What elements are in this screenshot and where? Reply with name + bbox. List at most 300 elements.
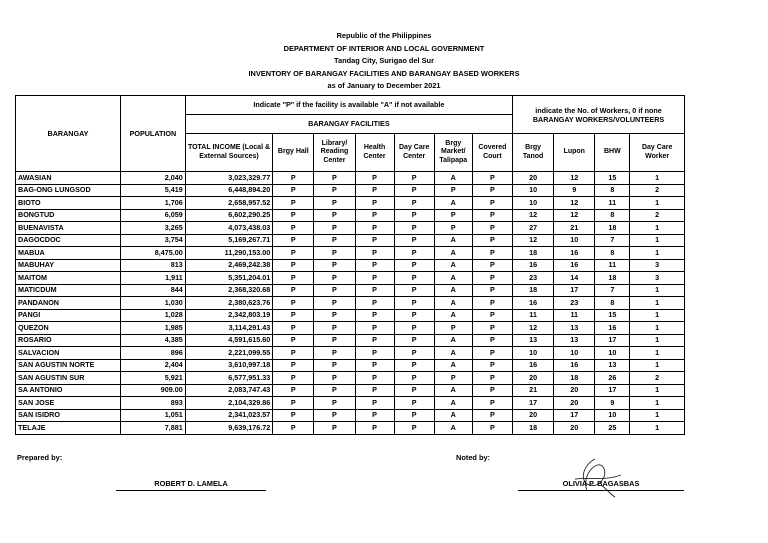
- table-cell: P: [314, 347, 355, 360]
- table-cell: 16: [554, 259, 595, 272]
- table-cell: 26: [595, 372, 630, 385]
- table-cell: A: [434, 359, 472, 372]
- table-cell: P: [434, 322, 472, 335]
- table-cell: P: [434, 372, 472, 385]
- table-cell: 20: [554, 397, 595, 410]
- table-cell: 1: [630, 309, 685, 322]
- table-cell: P: [394, 259, 434, 272]
- table-cell: P: [394, 272, 434, 285]
- table-cell: 12: [513, 234, 554, 247]
- table-cell: 1: [630, 247, 685, 260]
- table-cell: P: [394, 409, 434, 422]
- table-cell: 10: [595, 347, 630, 360]
- table-cell: 8,475.00: [120, 247, 185, 260]
- table-cell: P: [273, 347, 314, 360]
- inventory-table: [15, 95, 685, 435]
- table-cell: P: [355, 347, 394, 360]
- table-cell: 10: [554, 234, 595, 247]
- table-row: [16, 334, 685, 347]
- table-cell: 5,419: [120, 184, 185, 197]
- sub-header-cell: Brgy Hall: [273, 134, 314, 172]
- table-cell: 1,051: [120, 409, 185, 422]
- table-cell: P: [394, 172, 434, 185]
- table-cell: 1: [630, 322, 685, 335]
- table-cell: P: [314, 372, 355, 385]
- table-row: [16, 422, 685, 435]
- table-cell: P: [355, 359, 394, 372]
- table-cell: P: [394, 209, 434, 222]
- table-cell: P: [472, 259, 512, 272]
- header-line-3: Tandag City, Surigao del Sur: [334, 56, 434, 66]
- table-cell: P: [472, 209, 512, 222]
- table-cell: P: [314, 397, 355, 410]
- table-cell: 1: [630, 234, 685, 247]
- table-cell: 2: [630, 184, 685, 197]
- table-cell: 8: [595, 297, 630, 310]
- header-population: POPULATION: [120, 96, 185, 172]
- table-cell: 10: [595, 409, 630, 422]
- table-cell: 2,040: [120, 172, 185, 185]
- table-cell: 8: [595, 209, 630, 222]
- table-cell: 1: [630, 172, 685, 185]
- table-cell: P: [314, 297, 355, 310]
- table-cell: 2,083,747.43: [185, 384, 272, 397]
- table-row: [16, 397, 685, 410]
- table-cell: A: [434, 272, 472, 285]
- table-cell: P: [355, 272, 394, 285]
- table-cell: 9: [595, 397, 630, 410]
- table-cell: 14: [554, 272, 595, 285]
- table-cell: 10: [513, 184, 554, 197]
- barangay-name-cell: QUEZON: [16, 322, 121, 335]
- table-cell: P: [394, 222, 434, 235]
- table-cell: 1,911: [120, 272, 185, 285]
- table-cell: P: [314, 184, 355, 197]
- table-cell: P: [314, 209, 355, 222]
- table-cell: P: [355, 247, 394, 260]
- table-row: [16, 359, 685, 372]
- table-cell: P: [355, 184, 394, 197]
- table-cell: P: [472, 197, 512, 210]
- table-cell: P: [394, 322, 434, 335]
- barangay-name-cell: AWASIAN: [16, 172, 121, 185]
- table-cell: 13: [554, 322, 595, 335]
- table-row: [16, 209, 685, 222]
- table-cell: 16: [513, 259, 554, 272]
- table-cell: 11: [595, 259, 630, 272]
- table-cell: 17: [513, 397, 554, 410]
- table-cell: P: [273, 172, 314, 185]
- table-cell: 1: [630, 384, 685, 397]
- document-header: [0, 30, 768, 93]
- table-cell: A: [434, 234, 472, 247]
- table-cell: P: [314, 247, 355, 260]
- table-cell: 2,341,023.57: [185, 409, 272, 422]
- table-cell: 18: [595, 272, 630, 285]
- table-cell: P: [394, 422, 434, 435]
- sub-header-cell: Covered Court: [472, 134, 512, 172]
- table-row: [16, 234, 685, 247]
- table-cell: P: [394, 334, 434, 347]
- sub-header-cell: Day Care Center: [394, 134, 434, 172]
- table-row: [16, 259, 685, 272]
- table-cell: 1,706: [120, 197, 185, 210]
- table-cell: 2,104,329.86: [185, 397, 272, 410]
- table-row: [16, 247, 685, 260]
- header-line-5: as of January to December 2021: [327, 81, 441, 91]
- table-cell: 3,754: [120, 234, 185, 247]
- table-cell: 9: [554, 184, 595, 197]
- sub-header-cell: Brgy Market/ Talipapa: [434, 134, 472, 172]
- table-cell: A: [434, 397, 472, 410]
- barangay-name-cell: BUENAVISTA: [16, 222, 121, 235]
- table-cell: 20: [513, 172, 554, 185]
- table-cell: 2: [630, 209, 685, 222]
- barangay-name-cell: PANGI: [16, 309, 121, 322]
- table-cell: 8: [595, 184, 630, 197]
- table-cell: 6,448,894.20: [185, 184, 272, 197]
- table-cell: A: [434, 284, 472, 297]
- table-cell: P: [273, 309, 314, 322]
- table-cell: P: [472, 322, 512, 335]
- table-cell: P: [472, 334, 512, 347]
- header-indicate-workers: indicate the No. of Workers, 0 if none BARANGAY WORKERS/VOLUNTEERS: [513, 96, 685, 134]
- table-cell: 5,351,204.01: [185, 272, 272, 285]
- table-cell: A: [434, 384, 472, 397]
- table-cell: 1,985: [120, 322, 185, 335]
- sub-header-cell: TOTAL INCOME (Local & External Sources): [185, 134, 272, 172]
- table-cell: P: [434, 184, 472, 197]
- table-cell: P: [472, 184, 512, 197]
- barangay-name-cell: TELAJE: [16, 422, 121, 435]
- table-row: [16, 172, 685, 185]
- barangay-name-cell: BONGTUD: [16, 209, 121, 222]
- table-cell: P: [273, 209, 314, 222]
- table-cell: P: [355, 284, 394, 297]
- table-cell: 13: [554, 334, 595, 347]
- table-cell: A: [434, 422, 472, 435]
- prepared-by-label: Prepared by:: [17, 453, 63, 462]
- table-row: [16, 297, 685, 310]
- barangay-name-cell: ROSARIO: [16, 334, 121, 347]
- table-cell: 10: [513, 197, 554, 210]
- table-cell: 10: [554, 347, 595, 360]
- table-cell: 13: [513, 334, 554, 347]
- table-cell: 7: [595, 234, 630, 247]
- barangay-name-cell: SALVACION: [16, 347, 121, 360]
- barangay-name-cell: MABUHAY: [16, 259, 121, 272]
- table-cell: P: [273, 222, 314, 235]
- sub-header-cell: Library/ Reading Center: [314, 134, 355, 172]
- barangay-name-cell: SA ANTONIO: [16, 384, 121, 397]
- table-cell: 7: [595, 284, 630, 297]
- table-cell: P: [314, 234, 355, 247]
- table-cell: 23: [513, 272, 554, 285]
- table-cell: P: [355, 197, 394, 210]
- table-row: [16, 384, 685, 397]
- table-cell: P: [355, 222, 394, 235]
- table-row: [16, 184, 685, 197]
- barangay-name-cell: MATICDUM: [16, 284, 121, 297]
- sub-header-cell: BHW: [595, 134, 630, 172]
- table-cell: P: [314, 322, 355, 335]
- table-cell: P: [394, 359, 434, 372]
- table-cell: 8: [595, 247, 630, 260]
- table-cell: 12: [513, 209, 554, 222]
- table-cell: 18: [595, 222, 630, 235]
- table-cell: P: [314, 259, 355, 272]
- table-cell: P: [472, 247, 512, 260]
- table-cell: 2,469,242.38: [185, 259, 272, 272]
- table-cell: P: [314, 284, 355, 297]
- table-cell: P: [355, 322, 394, 335]
- table-cell: 2,368,320.68: [185, 284, 272, 297]
- table-cell: 1: [630, 284, 685, 297]
- barangay-name-cell: SAN AGUSTIN NORTE: [16, 359, 121, 372]
- table-cell: 2,404: [120, 359, 185, 372]
- table-cell: 21: [554, 222, 595, 235]
- table-cell: 2: [630, 372, 685, 385]
- table-cell: P: [273, 234, 314, 247]
- table-cell: 896: [120, 347, 185, 360]
- table-cell: 9,639,176.72: [185, 422, 272, 435]
- table-cell: 17: [595, 334, 630, 347]
- table-cell: 12: [554, 209, 595, 222]
- table-cell: P: [355, 297, 394, 310]
- table-cell: 17: [595, 384, 630, 397]
- barangay-name-cell: BIOTO: [16, 197, 121, 210]
- table-cell: 15: [595, 172, 630, 185]
- table-cell: 6,059: [120, 209, 185, 222]
- table-cell: P: [394, 297, 434, 310]
- table-cell: P: [273, 384, 314, 397]
- table-cell: 12: [513, 322, 554, 335]
- table-cell: 25: [595, 422, 630, 435]
- table-cell: 21: [513, 384, 554, 397]
- table-cell: P: [394, 347, 434, 360]
- table-cell: 813: [120, 259, 185, 272]
- table-cell: P: [355, 372, 394, 385]
- table-cell: 12: [554, 172, 595, 185]
- table-cell: 11: [513, 309, 554, 322]
- table-cell: P: [273, 297, 314, 310]
- table-cell: 16: [513, 359, 554, 372]
- table-cell: P: [314, 422, 355, 435]
- table-cell: 4,073,438.03: [185, 222, 272, 235]
- table-cell: 3,023,329.77: [185, 172, 272, 185]
- table-cell: P: [273, 259, 314, 272]
- table-cell: P: [314, 222, 355, 235]
- signature-mark: [565, 455, 625, 499]
- sub-header-cell: Lupon: [554, 134, 595, 172]
- table-cell: 10: [513, 347, 554, 360]
- table-cell: P: [472, 172, 512, 185]
- table-cell: 1: [630, 297, 685, 310]
- barangay-name-cell: SAN JOSE: [16, 397, 121, 410]
- table-cell: P: [472, 309, 512, 322]
- header-line-1: Republic of the Philippines: [336, 31, 432, 40]
- table-cell: A: [434, 247, 472, 260]
- table-cell: P: [273, 397, 314, 410]
- table-cell: 16: [595, 322, 630, 335]
- table-cell: P: [314, 409, 355, 422]
- table-cell: 13: [595, 359, 630, 372]
- barangay-name-cell: SAN ISIDRO: [16, 409, 121, 422]
- table-cell: P: [355, 384, 394, 397]
- table-cell: P: [394, 284, 434, 297]
- table-cell: 2,380,623.76: [185, 297, 272, 310]
- table-row: [16, 347, 685, 360]
- table-cell: P: [314, 384, 355, 397]
- table-cell: P: [355, 422, 394, 435]
- header-line-4: INVENTORY OF BARANGAY FACILITIES AND BARANGAY BASED WORKERS: [248, 68, 520, 78]
- table-cell: P: [394, 397, 434, 410]
- table-row: [16, 284, 685, 297]
- table-cell: P: [472, 284, 512, 297]
- table-cell: P: [314, 172, 355, 185]
- barangay-name-cell: PANDANON: [16, 297, 121, 310]
- table-cell: P: [355, 409, 394, 422]
- table-cell: 3,265: [120, 222, 185, 235]
- table-cell: P: [394, 197, 434, 210]
- table-cell: P: [355, 209, 394, 222]
- table-cell: 3: [630, 259, 685, 272]
- table-cell: 3,610,997.18: [185, 359, 272, 372]
- table-cell: P: [472, 397, 512, 410]
- table-cell: 18: [513, 247, 554, 260]
- barangay-name-cell: SAN AGUSTIN SUR: [16, 372, 121, 385]
- table-row: [16, 372, 685, 385]
- table-cell: P: [273, 372, 314, 385]
- table-cell: 16: [513, 297, 554, 310]
- table-cell: 18: [513, 422, 554, 435]
- table-cell: 1: [630, 334, 685, 347]
- table-cell: 17: [554, 409, 595, 422]
- table-cell: 4,385: [120, 334, 185, 347]
- table-cell: P: [472, 347, 512, 360]
- table-cell: P: [273, 422, 314, 435]
- table-cell: 1: [630, 397, 685, 410]
- table-cell: P: [394, 309, 434, 322]
- sub-header-cell: Brgy Tanod: [513, 134, 554, 172]
- table-cell: P: [472, 384, 512, 397]
- barangay-name-cell: MABUA: [16, 247, 121, 260]
- table-row: [16, 409, 685, 422]
- barangay-name-cell: MAITOM: [16, 272, 121, 285]
- table-cell: 18: [554, 372, 595, 385]
- table-cell: A: [434, 309, 472, 322]
- table-cell: P: [273, 272, 314, 285]
- table-cell: P: [273, 247, 314, 260]
- table-cell: 1: [630, 197, 685, 210]
- table-cell: 1: [630, 422, 685, 435]
- table-cell: 20: [554, 422, 595, 435]
- table-cell: 3: [630, 272, 685, 285]
- table-cell: 2,342,803.19: [185, 309, 272, 322]
- table-cell: P: [472, 422, 512, 435]
- table-cell: 15: [595, 309, 630, 322]
- table-cell: 2,221,099.55: [185, 347, 272, 360]
- table-cell: 17: [554, 284, 595, 297]
- table-cell: P: [472, 272, 512, 285]
- table-cell: P: [314, 334, 355, 347]
- table-cell: P: [472, 409, 512, 422]
- table-cell: A: [434, 259, 472, 272]
- table-cell: P: [394, 384, 434, 397]
- table-cell: 6,577,951.33: [185, 372, 272, 385]
- table-cell: P: [355, 259, 394, 272]
- sub-header-cell: Day Care Worker: [630, 134, 685, 172]
- table-cell: P: [355, 172, 394, 185]
- table-cell: 5,921: [120, 372, 185, 385]
- barangay-name-cell: BAG-ONG LUNGSOD: [16, 184, 121, 197]
- table-cell: 909.00: [120, 384, 185, 397]
- table-cell: P: [314, 272, 355, 285]
- header-line-2: DEPARTMENT OF INTERIOR AND LOCAL GOVERNMENT: [283, 43, 485, 53]
- table-cell: P: [273, 409, 314, 422]
- table-cell: P: [472, 234, 512, 247]
- table-cell: 1: [630, 359, 685, 372]
- table-row: [16, 222, 685, 235]
- table-cell: P: [472, 222, 512, 235]
- table-cell: 3,114,291.43: [185, 322, 272, 335]
- header-barangay-facilities: BARANGAY FACILITIES: [185, 115, 512, 134]
- header-barangay: BARANGAY: [16, 96, 121, 172]
- table-cell: 23: [554, 297, 595, 310]
- table-cell: 27: [513, 222, 554, 235]
- table-cell: A: [434, 347, 472, 360]
- table-cell: 2,658,957.52: [185, 197, 272, 210]
- table-cell: P: [434, 222, 472, 235]
- table-cell: 18: [513, 284, 554, 297]
- table-cell: A: [434, 409, 472, 422]
- table-cell: 6,602,290.25: [185, 209, 272, 222]
- table-cell: 844: [120, 284, 185, 297]
- table-cell: P: [314, 309, 355, 322]
- table-row: [16, 322, 685, 335]
- table-cell: 1: [630, 347, 685, 360]
- table-cell: P: [394, 372, 434, 385]
- table-cell: P: [472, 359, 512, 372]
- table-cell: 20: [513, 409, 554, 422]
- table-cell: P: [355, 309, 394, 322]
- table-cell: 20: [513, 372, 554, 385]
- table-cell: P: [472, 372, 512, 385]
- table-cell: 4,591,615.60: [185, 334, 272, 347]
- table-cell: P: [273, 197, 314, 210]
- table-cell: P: [273, 359, 314, 372]
- table-cell: P: [273, 334, 314, 347]
- table-cell: 12: [554, 197, 595, 210]
- table-cell: A: [434, 197, 472, 210]
- table-cell: 1,030: [120, 297, 185, 310]
- table-cell: P: [273, 184, 314, 197]
- table-body: [16, 172, 685, 435]
- table-row: [16, 272, 685, 285]
- header-indicate-facility: Indicate "P" if the facility is available "A" if not available: [185, 96, 512, 115]
- table-cell: 5,169,267.71: [185, 234, 272, 247]
- table-cell: P: [434, 209, 472, 222]
- table-cell: A: [434, 297, 472, 310]
- barangay-name-cell: DAGOCDOC: [16, 234, 121, 247]
- table-cell: 1: [630, 409, 685, 422]
- table-cell: 11: [595, 197, 630, 210]
- table-cell: 1,028: [120, 309, 185, 322]
- table-cell: P: [355, 334, 394, 347]
- sub-header-cell: Health Center: [355, 134, 394, 172]
- table-cell: 7,881: [120, 422, 185, 435]
- table-cell: P: [472, 297, 512, 310]
